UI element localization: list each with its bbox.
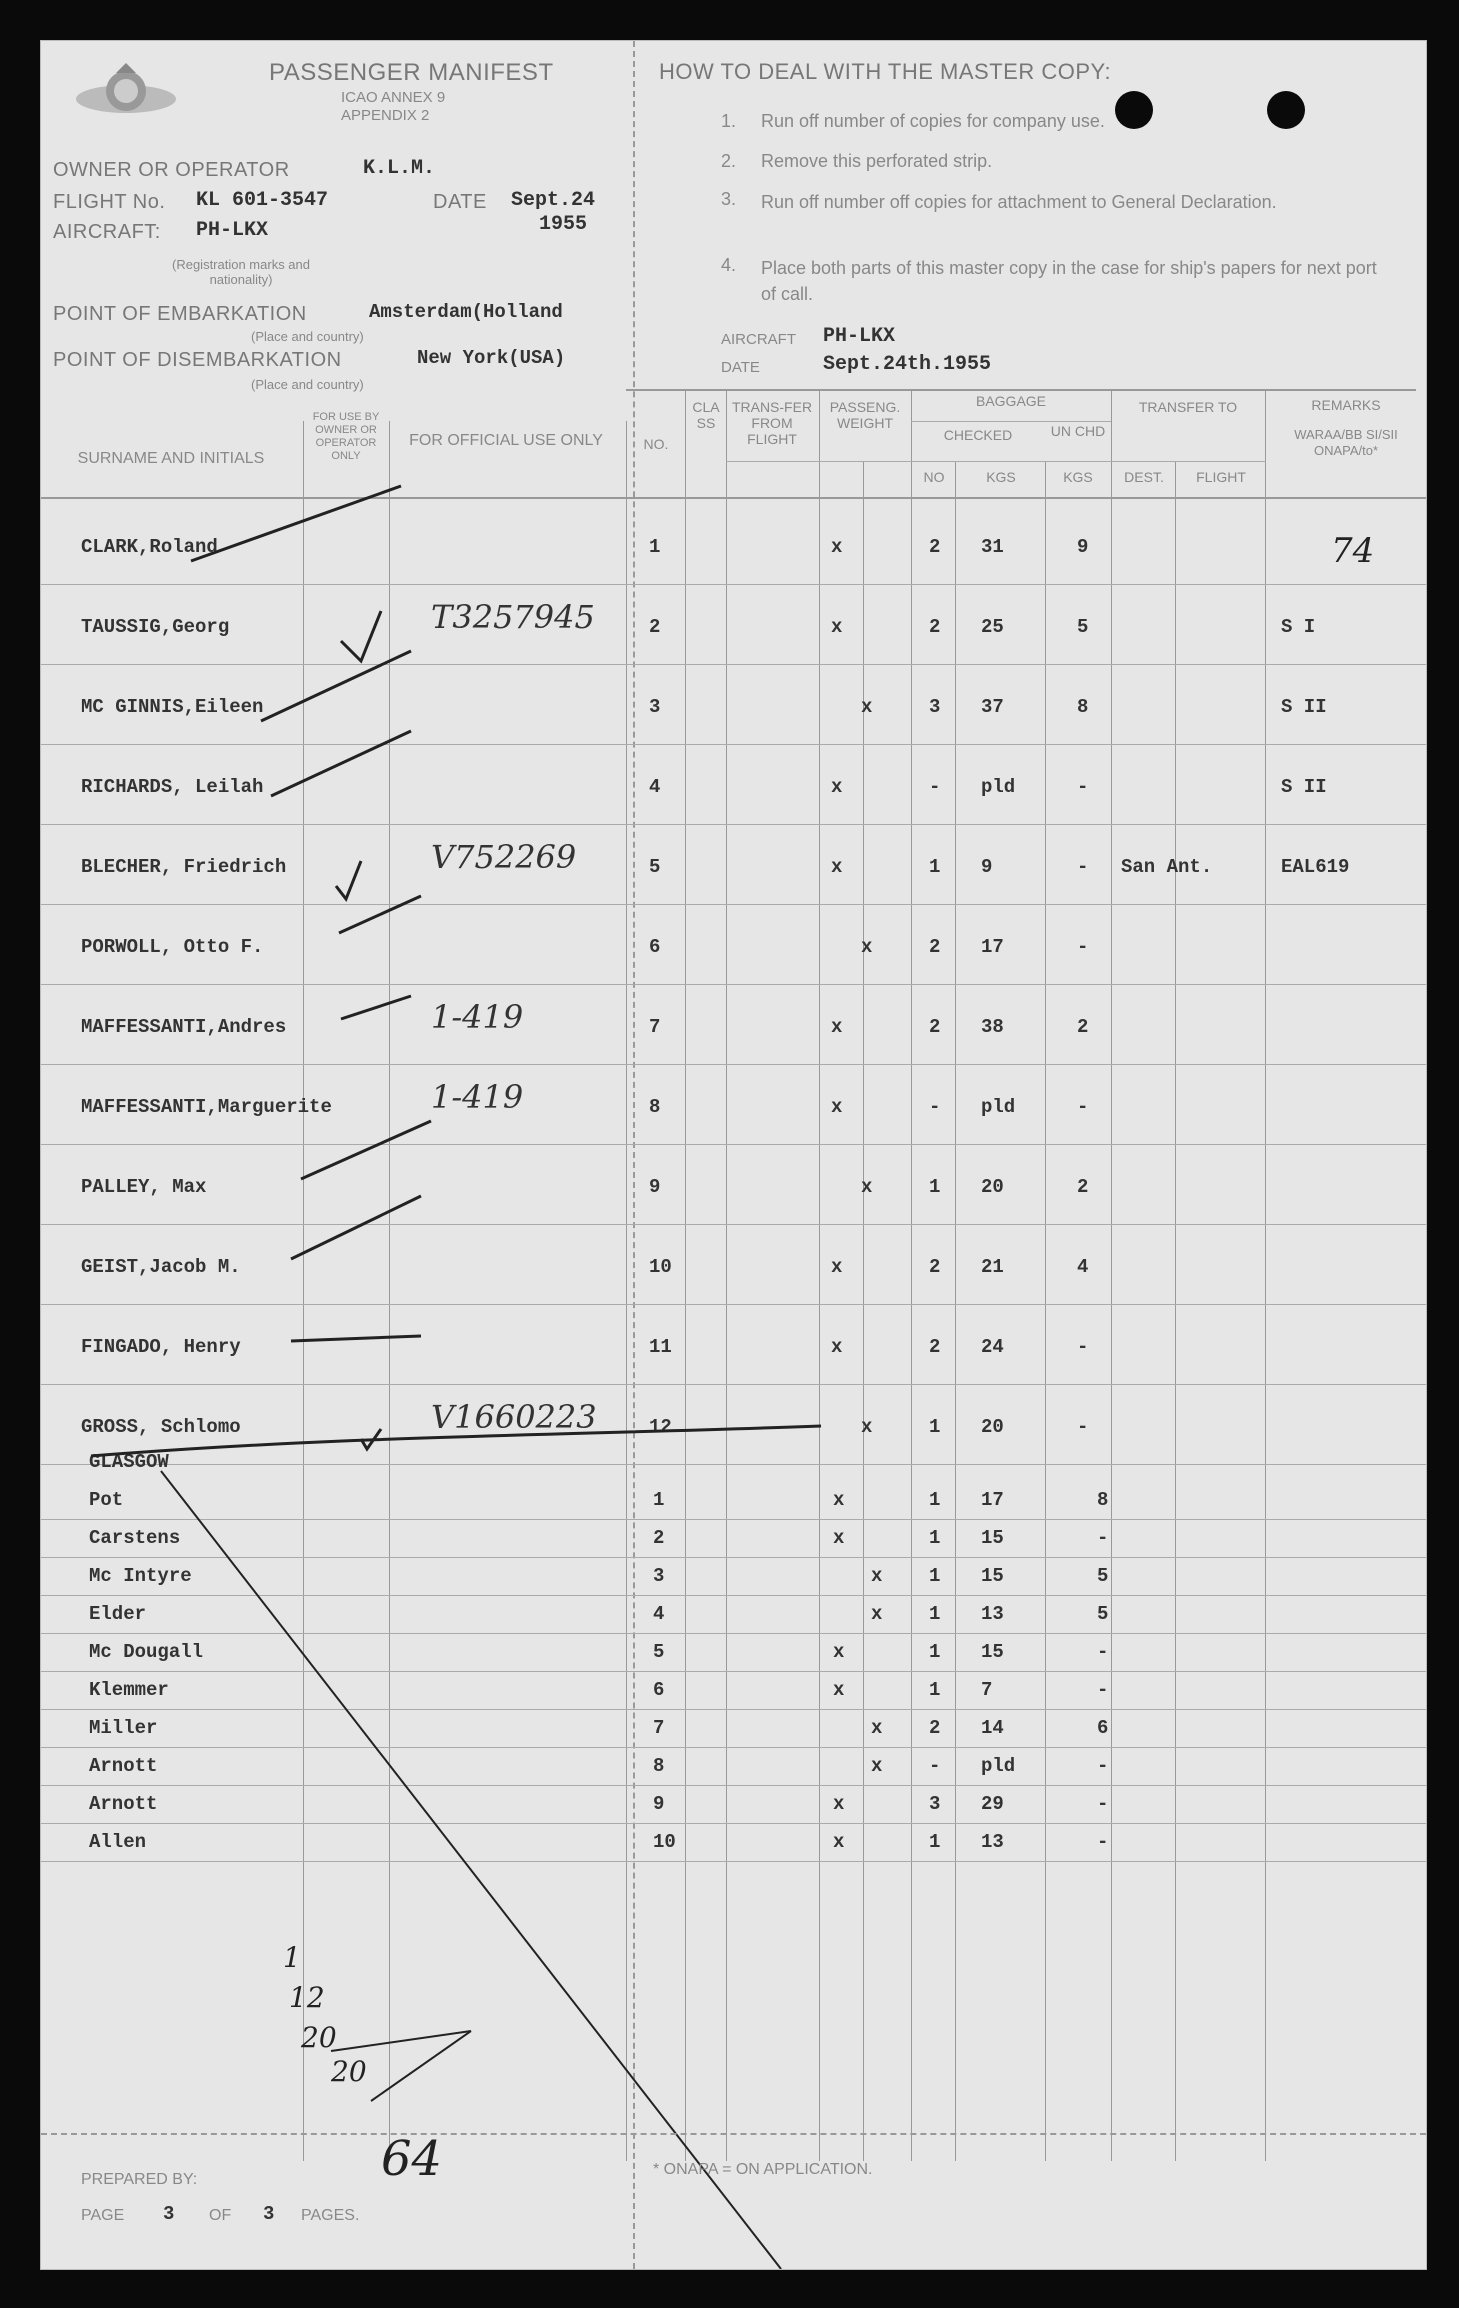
unchecked-kgs: 2 — [1077, 1016, 1089, 1038]
aircraft-value: PH-LKX — [196, 219, 269, 242]
baggage-count: 2 — [929, 616, 941, 638]
weight-mark: x — [831, 1336, 843, 1358]
glasgow-label: GLASGOW — [89, 1451, 169, 1473]
baggage-kgs: 37 — [981, 696, 1004, 718]
instruction-3-text: Run off number off copies for attachment to General Declaration. — [761, 192, 1277, 212]
footer-line — [41, 2133, 1426, 2135]
appendix-label: APPENDIX 2 — [341, 107, 430, 124]
passenger-no: 5 — [653, 1641, 665, 1663]
col-checked-header: CHECKED — [943, 427, 1013, 443]
unchecked-kgs: 2 — [1077, 1176, 1089, 1198]
passenger-no: 8 — [653, 1755, 665, 1777]
weight-mark: x — [833, 1679, 845, 1701]
passenger-name: Carstens — [89, 1527, 181, 1549]
passenger-name: GEIST,Jacob M. — [81, 1256, 241, 1278]
passenger-name: Elder — [89, 1603, 147, 1625]
unchecked-kgs: 5 — [1097, 1603, 1109, 1625]
handwritten-strokes — [41, 41, 1426, 2269]
of-number: 3 — [263, 2203, 275, 2225]
baggage-kgs: 7 — [981, 1679, 993, 1701]
baggage-count: - — [929, 1755, 941, 1777]
weight-mark: x — [831, 1016, 843, 1038]
passenger-no: 4 — [653, 1603, 665, 1625]
disembarkation-value: New York(USA) — [417, 347, 566, 369]
weight-mark: x — [833, 1641, 845, 1663]
passenger-no: 7 — [653, 1717, 665, 1739]
passenger-no: 10 — [653, 1831, 676, 1853]
prepared-by-label: PREPARED BY: — [81, 2171, 198, 2188]
baggage-count: 1 — [929, 1603, 941, 1625]
passenger-name: Mc Dougall — [89, 1641, 204, 1663]
baggage-count: 1 — [929, 1176, 941, 1198]
col-transfer-to-header: TRANSFER TO — [1138, 399, 1238, 415]
passenger-name: MAFFESSANTI,Andres — [81, 1016, 287, 1038]
passenger-no: 2 — [653, 1527, 665, 1549]
baggage-count: 2 — [929, 1016, 941, 1038]
baggage-count: 1 — [929, 1641, 941, 1663]
of-label: OF — [209, 2207, 232, 2224]
passenger-name: PORWOLL, Otto F. — [81, 936, 264, 958]
passenger-no: 10 — [649, 1256, 672, 1278]
remarks: S I — [1281, 616, 1316, 638]
col-official-header: FOR OFFICIAL USE ONLY — [409, 432, 603, 449]
baggage-kgs: 29 — [981, 1793, 1004, 1815]
owner-label: OWNER OR OPERATOR — [53, 159, 290, 181]
baggage-kgs: 20 — [981, 1176, 1004, 1198]
baggage-count: 1 — [929, 1489, 941, 1511]
baggage-count: 1 — [929, 1527, 941, 1549]
baggage-kgs: 15 — [981, 1641, 1004, 1663]
col-surname-header: SURNAME AND INITIALS — [77, 450, 265, 467]
instr-aircraft-value: PH-LKX — [823, 325, 896, 348]
passenger-name: Allen — [89, 1831, 147, 1853]
instruction-2-text: Remove this perforated strip. — [761, 151, 993, 171]
official-number: V1660223 — [431, 1398, 597, 1436]
weight-mark: x — [833, 1793, 845, 1815]
baggage-kgs: 9 — [981, 856, 993, 878]
passenger-name: TAUSSIG,Georg — [81, 616, 230, 638]
unchecked-kgs: - — [1077, 1416, 1089, 1438]
col-dest-header: DEST. — [1124, 469, 1164, 485]
baggage-count: 3 — [929, 696, 941, 718]
passenger-no: 5 — [649, 856, 661, 878]
col-class-header: CLASS — [692, 399, 720, 431]
passenger-name: Miller — [89, 1717, 158, 1739]
col-unchd-header: UN CHD — [1050, 423, 1106, 439]
baggage-kgs: pld — [981, 776, 1016, 798]
baggage-count: 3 — [929, 1793, 941, 1815]
baggage-count: 1 — [929, 1565, 941, 1587]
instr-date-label: DATE — [721, 359, 760, 376]
weight-mark: x — [861, 1416, 873, 1438]
weight-mark: x — [861, 696, 873, 718]
instruction-2-num: 2. — [721, 151, 737, 171]
passenger-no: 12 — [649, 1416, 672, 1438]
unchecked-kgs: - — [1097, 1527, 1109, 1549]
owner-value: K.L.M. — [363, 157, 436, 180]
weight-mark: x — [833, 1831, 845, 1853]
weight-mark: x — [831, 1256, 843, 1278]
baggage-kgs: 15 — [981, 1527, 1004, 1549]
passenger-name: Mc Intyre — [89, 1565, 192, 1587]
baggage-count: 1 — [929, 1831, 941, 1853]
official-number: V752269 — [431, 838, 577, 876]
passenger-name: MAFFESSANTI,Marguerite — [81, 1096, 332, 1118]
flight-label: FLIGHT No. — [53, 191, 166, 213]
weight-mark: x — [871, 1755, 883, 1777]
unchecked-kgs: - — [1077, 776, 1089, 798]
passenger-name: RICHARDS, Leilah — [81, 776, 264, 798]
col-pass-weight-header: PASSENG. WEIGHT — [829, 399, 901, 431]
baggage-kgs: pld — [981, 1096, 1016, 1118]
tally-1: 1 — [283, 1941, 301, 1974]
weight-mark: x — [831, 856, 843, 878]
unchecked-kgs: - — [1097, 1793, 1109, 1815]
official-number: 1-419 — [431, 998, 524, 1036]
passenger-name: Pot — [89, 1489, 124, 1511]
instruction-1-num: 1. — [721, 111, 737, 131]
unchecked-kgs: - — [1097, 1679, 1109, 1701]
baggage-count: - — [929, 776, 941, 798]
unchecked-kgs: 5 — [1097, 1565, 1109, 1587]
col-transfer-from-header: TRANS-FER FROM FLIGHT — [731, 399, 813, 447]
instruction-1-text: Run off number of copies for company use. — [761, 111, 1105, 131]
remarks: EAL619 — [1281, 856, 1350, 878]
baggage-count: 2 — [929, 1336, 941, 1358]
baggage-kgs: 13 — [981, 1831, 1004, 1853]
weight-mark: x — [831, 616, 843, 638]
passenger-no: 9 — [653, 1793, 665, 1815]
instructions-title: HOW TO DEAL WITH THE MASTER COPY: — [659, 59, 1112, 84]
unchecked-kgs: 6 — [1097, 1717, 1109, 1739]
passenger-name: Arnott — [89, 1755, 158, 1777]
page-count-annotation: 74 — [1331, 531, 1375, 571]
col-bag-no-header: NO — [923, 469, 945, 485]
passenger-no: 7 — [649, 1016, 661, 1038]
baggage-kgs: pld — [981, 1755, 1016, 1777]
unchecked-kgs: 8 — [1097, 1489, 1109, 1511]
disembarkation-label: POINT OF DISEMBARKATION — [53, 349, 342, 371]
baggage-kgs: 31 — [981, 536, 1004, 558]
passenger-no: 1 — [653, 1489, 665, 1511]
passenger-no: 9 — [649, 1176, 661, 1198]
baggage-count: 2 — [929, 536, 941, 558]
passenger-no: 3 — [649, 696, 661, 718]
passenger-name: GROSS, Schlomo — [81, 1416, 241, 1438]
manifest-sheet — [40, 40, 1427, 2270]
tally-2: 12 — [289, 1981, 325, 2014]
baggage-kgs: 15 — [981, 1565, 1004, 1587]
remarks: S II — [1281, 776, 1327, 798]
instr-aircraft-label: AIRCRAFT — [721, 331, 796, 348]
baggage-kgs: 21 — [981, 1256, 1004, 1278]
weight-mark: x — [871, 1717, 883, 1739]
col-remarks-sub-header: WARAA/BB SI/SII ONAPA/to* — [1294, 427, 1398, 458]
baggage-count: 2 — [929, 1717, 941, 1739]
page-number: 3 — [163, 2203, 175, 2225]
passenger-name: CLARK,Roland — [81, 536, 218, 558]
official-number: T3257945 — [431, 598, 595, 636]
tally-4: 20 — [331, 2055, 367, 2088]
page-label: PAGE — [81, 2207, 125, 2224]
weight-mark: x — [871, 1603, 883, 1625]
unchecked-kgs: 9 — [1077, 536, 1089, 558]
instruction-4-num: 4. — [721, 255, 737, 275]
passenger-name: FINGADO, Henry — [81, 1336, 241, 1358]
baggage-count: 2 — [929, 1256, 941, 1278]
weight-mark: x — [831, 536, 843, 558]
instruction-4-text: Place both parts of this master copy in the case for ship's papers for next port of call. — [761, 258, 1377, 304]
passenger-name: MC GINNIS,Eileen — [81, 696, 264, 718]
baggage-count: - — [929, 1096, 941, 1118]
unchecked-kgs: - — [1077, 856, 1089, 878]
passenger-name: Arnott — [89, 1793, 158, 1815]
weight-mark: x — [831, 776, 843, 798]
unchecked-kgs: - — [1097, 1755, 1109, 1777]
tally-total: 64 — [381, 2131, 443, 2187]
baggage-kgs: 20 — [981, 1416, 1004, 1438]
col-unchd-kgs-header: KGS — [1063, 469, 1093, 485]
unchecked-kgs: - — [1077, 936, 1089, 958]
baggage-count: 1 — [929, 856, 941, 878]
weight-mark: x — [831, 1096, 843, 1118]
passenger-name: PALLEY, Max — [81, 1176, 207, 1198]
embarkation-value: Amsterdam(Holland — [369, 301, 563, 323]
tally-3: 20 — [301, 2021, 337, 2054]
unchecked-kgs: 4 — [1077, 1256, 1089, 1278]
passenger-no: 6 — [653, 1679, 665, 1701]
baggage-kgs: 17 — [981, 1489, 1004, 1511]
onapa-footnote: * ONAPA = ON APPLICATION. — [653, 2161, 873, 2178]
instr-date-value: Sept.24th.1955 — [823, 353, 992, 376]
baggage-count: 1 — [929, 1416, 941, 1438]
embarkation-label: POINT OF EMBARKATION — [53, 303, 307, 325]
passenger-name: BLECHER, Friedrich — [81, 856, 287, 878]
unchecked-kgs: - — [1077, 1336, 1089, 1358]
weight-mark: x — [833, 1489, 845, 1511]
weight-mark: x — [861, 1176, 873, 1198]
passenger-no: 8 — [649, 1096, 661, 1118]
date-value: Sept.24 — [511, 189, 596, 212]
aircraft-label: AIRCRAFT: — [53, 221, 161, 243]
annex-label: ICAO ANNEX 9 — [341, 89, 446, 106]
remarks: S II — [1281, 696, 1327, 718]
pages-label: PAGES. — [301, 2207, 360, 2224]
passenger-name: Klemmer — [89, 1679, 169, 1701]
unchecked-kgs: - — [1097, 1831, 1109, 1853]
disembarkation-note: (Place and country) — [251, 377, 364, 392]
instruction-3-num: 3. — [721, 189, 737, 209]
unchecked-kgs: - — [1077, 1096, 1089, 1118]
weight-mark: x — [833, 1527, 845, 1549]
col-for-use-header: FOR USE BY OWNER OR OPERATOR ONLY — [312, 411, 380, 462]
baggage-kgs: 24 — [981, 1336, 1004, 1358]
date-label: DATE — [433, 191, 487, 213]
baggage-kgs: 14 — [981, 1717, 1004, 1739]
unchecked-kgs: - — [1097, 1641, 1109, 1663]
baggage-kgs: 25 — [981, 616, 1004, 638]
unchecked-kgs: 5 — [1077, 616, 1089, 638]
baggage-kgs: 38 — [981, 1016, 1004, 1038]
official-number: 1-419 — [431, 1078, 524, 1116]
col-baggage-header: BAGGAGE — [975, 393, 1047, 409]
col-flight-header: FLIGHT — [1196, 469, 1246, 485]
form-title: PASSENGER MANIFEST — [269, 59, 554, 86]
passenger-no: 4 — [649, 776, 661, 798]
unchecked-kgs: 8 — [1077, 696, 1089, 718]
col-no-header: NO. — [643, 436, 669, 452]
passenger-no: 2 — [649, 616, 661, 638]
passenger-no: 3 — [653, 1565, 665, 1587]
flight-value: KL 601-3547 — [196, 189, 329, 212]
baggage-kgs: 13 — [981, 1603, 1004, 1625]
registration-note: (Registration marks and nationality) — [172, 257, 310, 287]
weight-mark: x — [861, 936, 873, 958]
passenger-no: 11 — [649, 1336, 672, 1358]
col-remarks-header: REMARKS — [1311, 397, 1381, 413]
passenger-no: 6 — [649, 936, 661, 958]
baggage-count: 1 — [929, 1679, 941, 1701]
col-bag-kgs-header: KGS — [986, 469, 1016, 485]
date-year: 1955 — [539, 213, 588, 236]
baggage-kgs: 17 — [981, 936, 1004, 958]
passenger-no: 1 — [649, 536, 661, 558]
embarkation-note: (Place and country) — [251, 329, 364, 344]
baggage-count: 2 — [929, 936, 941, 958]
weight-mark: x — [871, 1565, 883, 1587]
transfer-dest: San Ant. — [1121, 856, 1213, 878]
